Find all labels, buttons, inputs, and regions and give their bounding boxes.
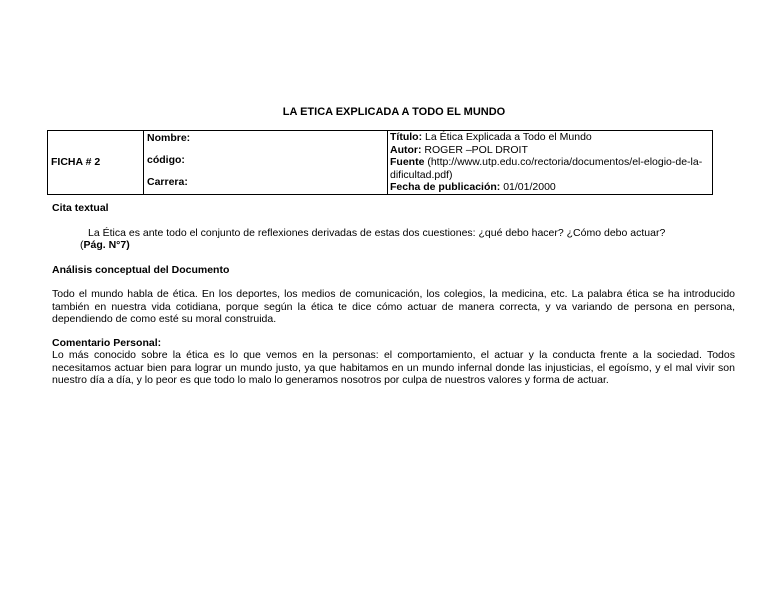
analisis-text: Todo el mundo habla de ética. En los deportes, los medios de comunicación, los colegios, la medicina, etc. La palabra ética se ha introducido también en nuestra vida cotidiana, porque según la ética te dice cómo actuar de manera correcta, y va variando de persona en persona, dependiendo de como esté su moral construida.: [52, 288, 735, 325]
carrera-label: Carrera:: [147, 176, 188, 188]
fecha-label: Fecha de publicación:: [390, 181, 501, 193]
autor-label: Autor:: [390, 143, 422, 156]
titulo-label: Título:: [390, 131, 423, 143]
cita-text: La Ética es ante todo el conjunto de reflexiones derivadas de estas dos cuestiones: ¿qué debo hacer? ¿Cómo debo actuar?: [88, 227, 666, 239]
cita-page-ref: Pág. N°7): [83, 239, 130, 251]
codigo-label: código:: [147, 154, 185, 166]
ficha-table: [47, 130, 713, 195]
titulo-line: [390, 131, 712, 144]
fuente-label: Fuente: [390, 156, 425, 168]
autor-value: ROGER –POL DROIT: [421, 143, 528, 156]
document-title: LA ETICA EXPLICADA A TODO EL MUNDO: [282, 106, 506, 118]
nombre-label: Nombre:: [147, 132, 191, 144]
cita-page-open: (: [80, 239, 84, 251]
cita-page: [80, 239, 735, 252]
comentario-heading: Comentario Personal:: [52, 337, 162, 349]
comentario-text: Lo más conocido sobre la ética es lo que vemos en la personas: el comportamiento, el actuar y la conducta frente a la sociedad. Todos necesitamos actuar bien para lograr un mundo justo, ya que habitamos en un mundo infernal donde las injusticias, el egoísmo, y el mal vivir son nuestro día a día, y lo peor es que todo lo malo lo generamos nosotros por culpa de nuestros valores y forma de actuar.: [52, 349, 735, 386]
fecha-value: 01/01/2000: [500, 181, 556, 193]
fecha-line: [390, 181, 712, 194]
bibliographic-cell: [388, 131, 713, 195]
autor-line: [390, 144, 712, 157]
ficha-number: FICHA # 2: [48, 131, 144, 195]
fuente-value: (http://www.utp.edu.co/rectoria/documentos/el-elogio-de-la-dificultad.pdf): [390, 156, 703, 181]
titulo-value: La Ética Explicada a Todo el Mundo: [422, 131, 592, 143]
fuente-line: [390, 156, 712, 181]
student-fields-cell: [144, 131, 388, 195]
analisis-heading: Análisis conceptual del Documento: [52, 264, 230, 276]
cita-heading: Cita textual: [52, 202, 109, 214]
